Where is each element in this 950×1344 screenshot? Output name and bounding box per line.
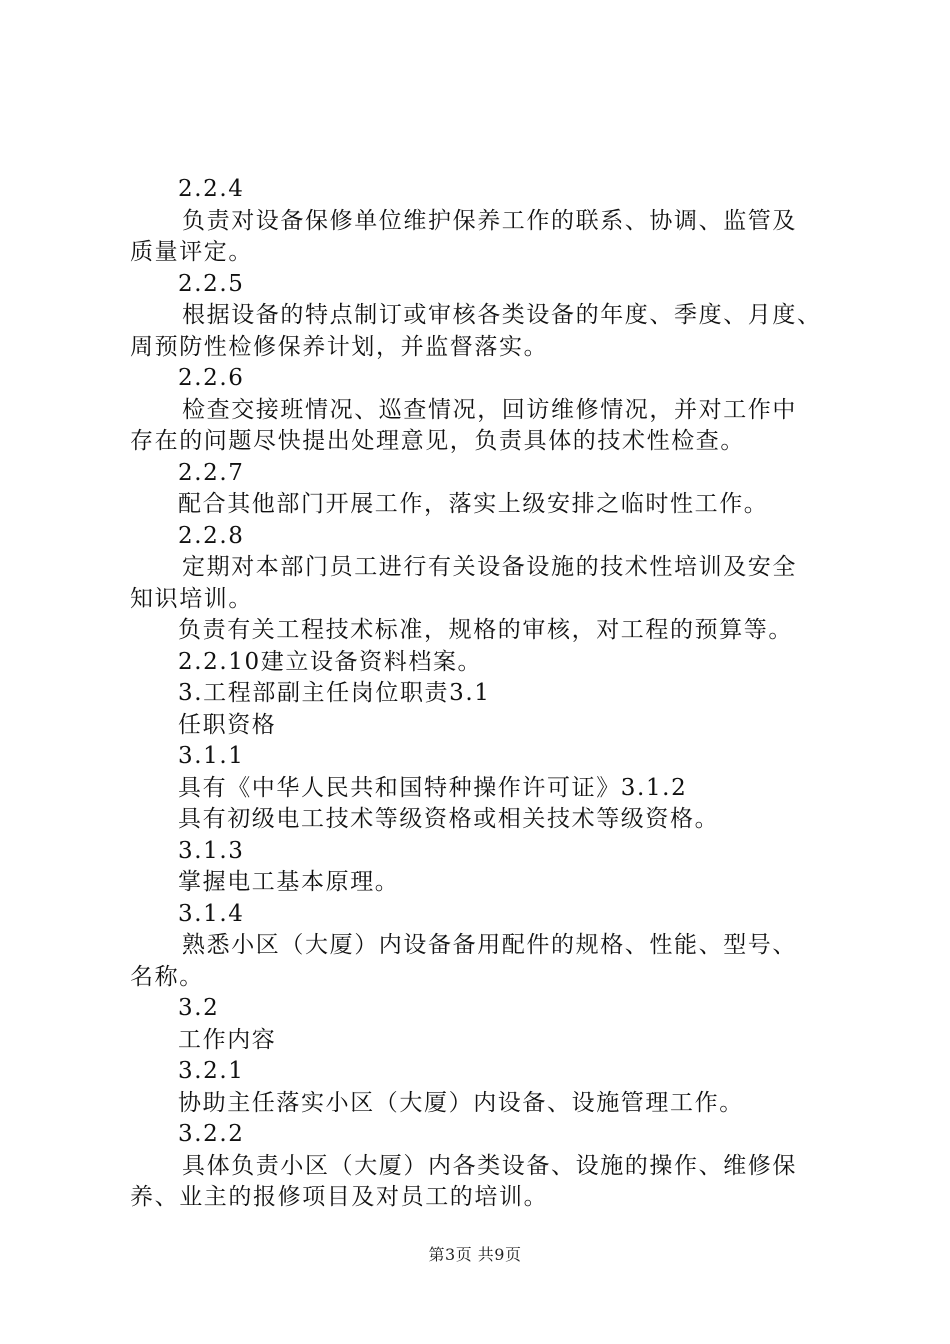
text-line: 知识培训。: [130, 585, 253, 612]
text-line: 工作内容: [178, 1026, 277, 1053]
text-line: 质量评定。: [130, 239, 253, 265]
text-line: 养、业主的报修项目及对员工的培训。: [130, 1184, 549, 1210]
text-line: 2.2.8: [178, 522, 245, 549]
text-line: 具有初级电工技术等级资格或相关技术等级资格。: [178, 806, 720, 832]
text-line: 根据设备的特点制订或审核各类设备的年度、季度、月度、: [182, 302, 822, 328]
text-line: 负责有关工程技术标准，规格的审核，对工程的预算等。: [178, 617, 793, 643]
text-line: 3.1.3: [178, 837, 245, 864]
page-number: 第3页 共9页: [428, 1245, 522, 1264]
text-line: 3.2.1: [178, 1058, 245, 1084]
text-line: 3.1.4: [178, 900, 245, 927]
text-line: 3.2: [178, 995, 220, 1021]
text-line: 检查交接班情况、巡查情况，回访维修情况，并对工作中: [182, 396, 797, 423]
text-line: 存在的问题尽快提出处理意见，负责具体的技术性检查。: [130, 428, 745, 454]
text-line: 协助主任落实小区（大厦）内设备、设施管理工作。: [178, 1089, 744, 1116]
text-line: 具体负责小区（大厦）内各类设备、设施的操作、维修保: [182, 1152, 797, 1179]
text-line: 2.2.7: [178, 459, 245, 486]
page-footer: [0, 1242, 950, 1265]
text-line: 3.2.2: [178, 1121, 245, 1147]
text-line: 名称。: [130, 963, 204, 990]
text-line: 周预防性检修保养计划，并监督落实。: [130, 333, 549, 360]
text-line: 3.工程部副主任岗位职责3.1: [178, 680, 491, 706]
text-line: 3.1.1: [178, 743, 245, 769]
text-line: 熟悉小区（大厦）内设备备用配件的规格、性能、型号、: [182, 932, 797, 958]
text-line: 任职资格: [178, 711, 277, 738]
text-line: 定期对本部门员工进行有关设备设施的技术性培训及安全: [182, 554, 797, 580]
text-line: 负责对设备保修单位维护保养工作的联系、协调、监管及: [182, 207, 797, 234]
text-line: 2.2.4: [178, 176, 245, 202]
text-line: 具有《中华人民共和国特种操作许可证》3.1.2: [178, 774, 688, 801]
body-text: [130, 174, 850, 1214]
text-line: 配合其他部门开展工作，落实上级安排之临时性工作。: [178, 491, 769, 517]
text-line: 掌握电工基本原理。: [178, 869, 400, 895]
text-line: 2.2.10建立设备资料档案。: [178, 648, 483, 675]
text-line: 2.2.6: [178, 365, 245, 391]
text-line: 2.2.5: [178, 270, 245, 297]
